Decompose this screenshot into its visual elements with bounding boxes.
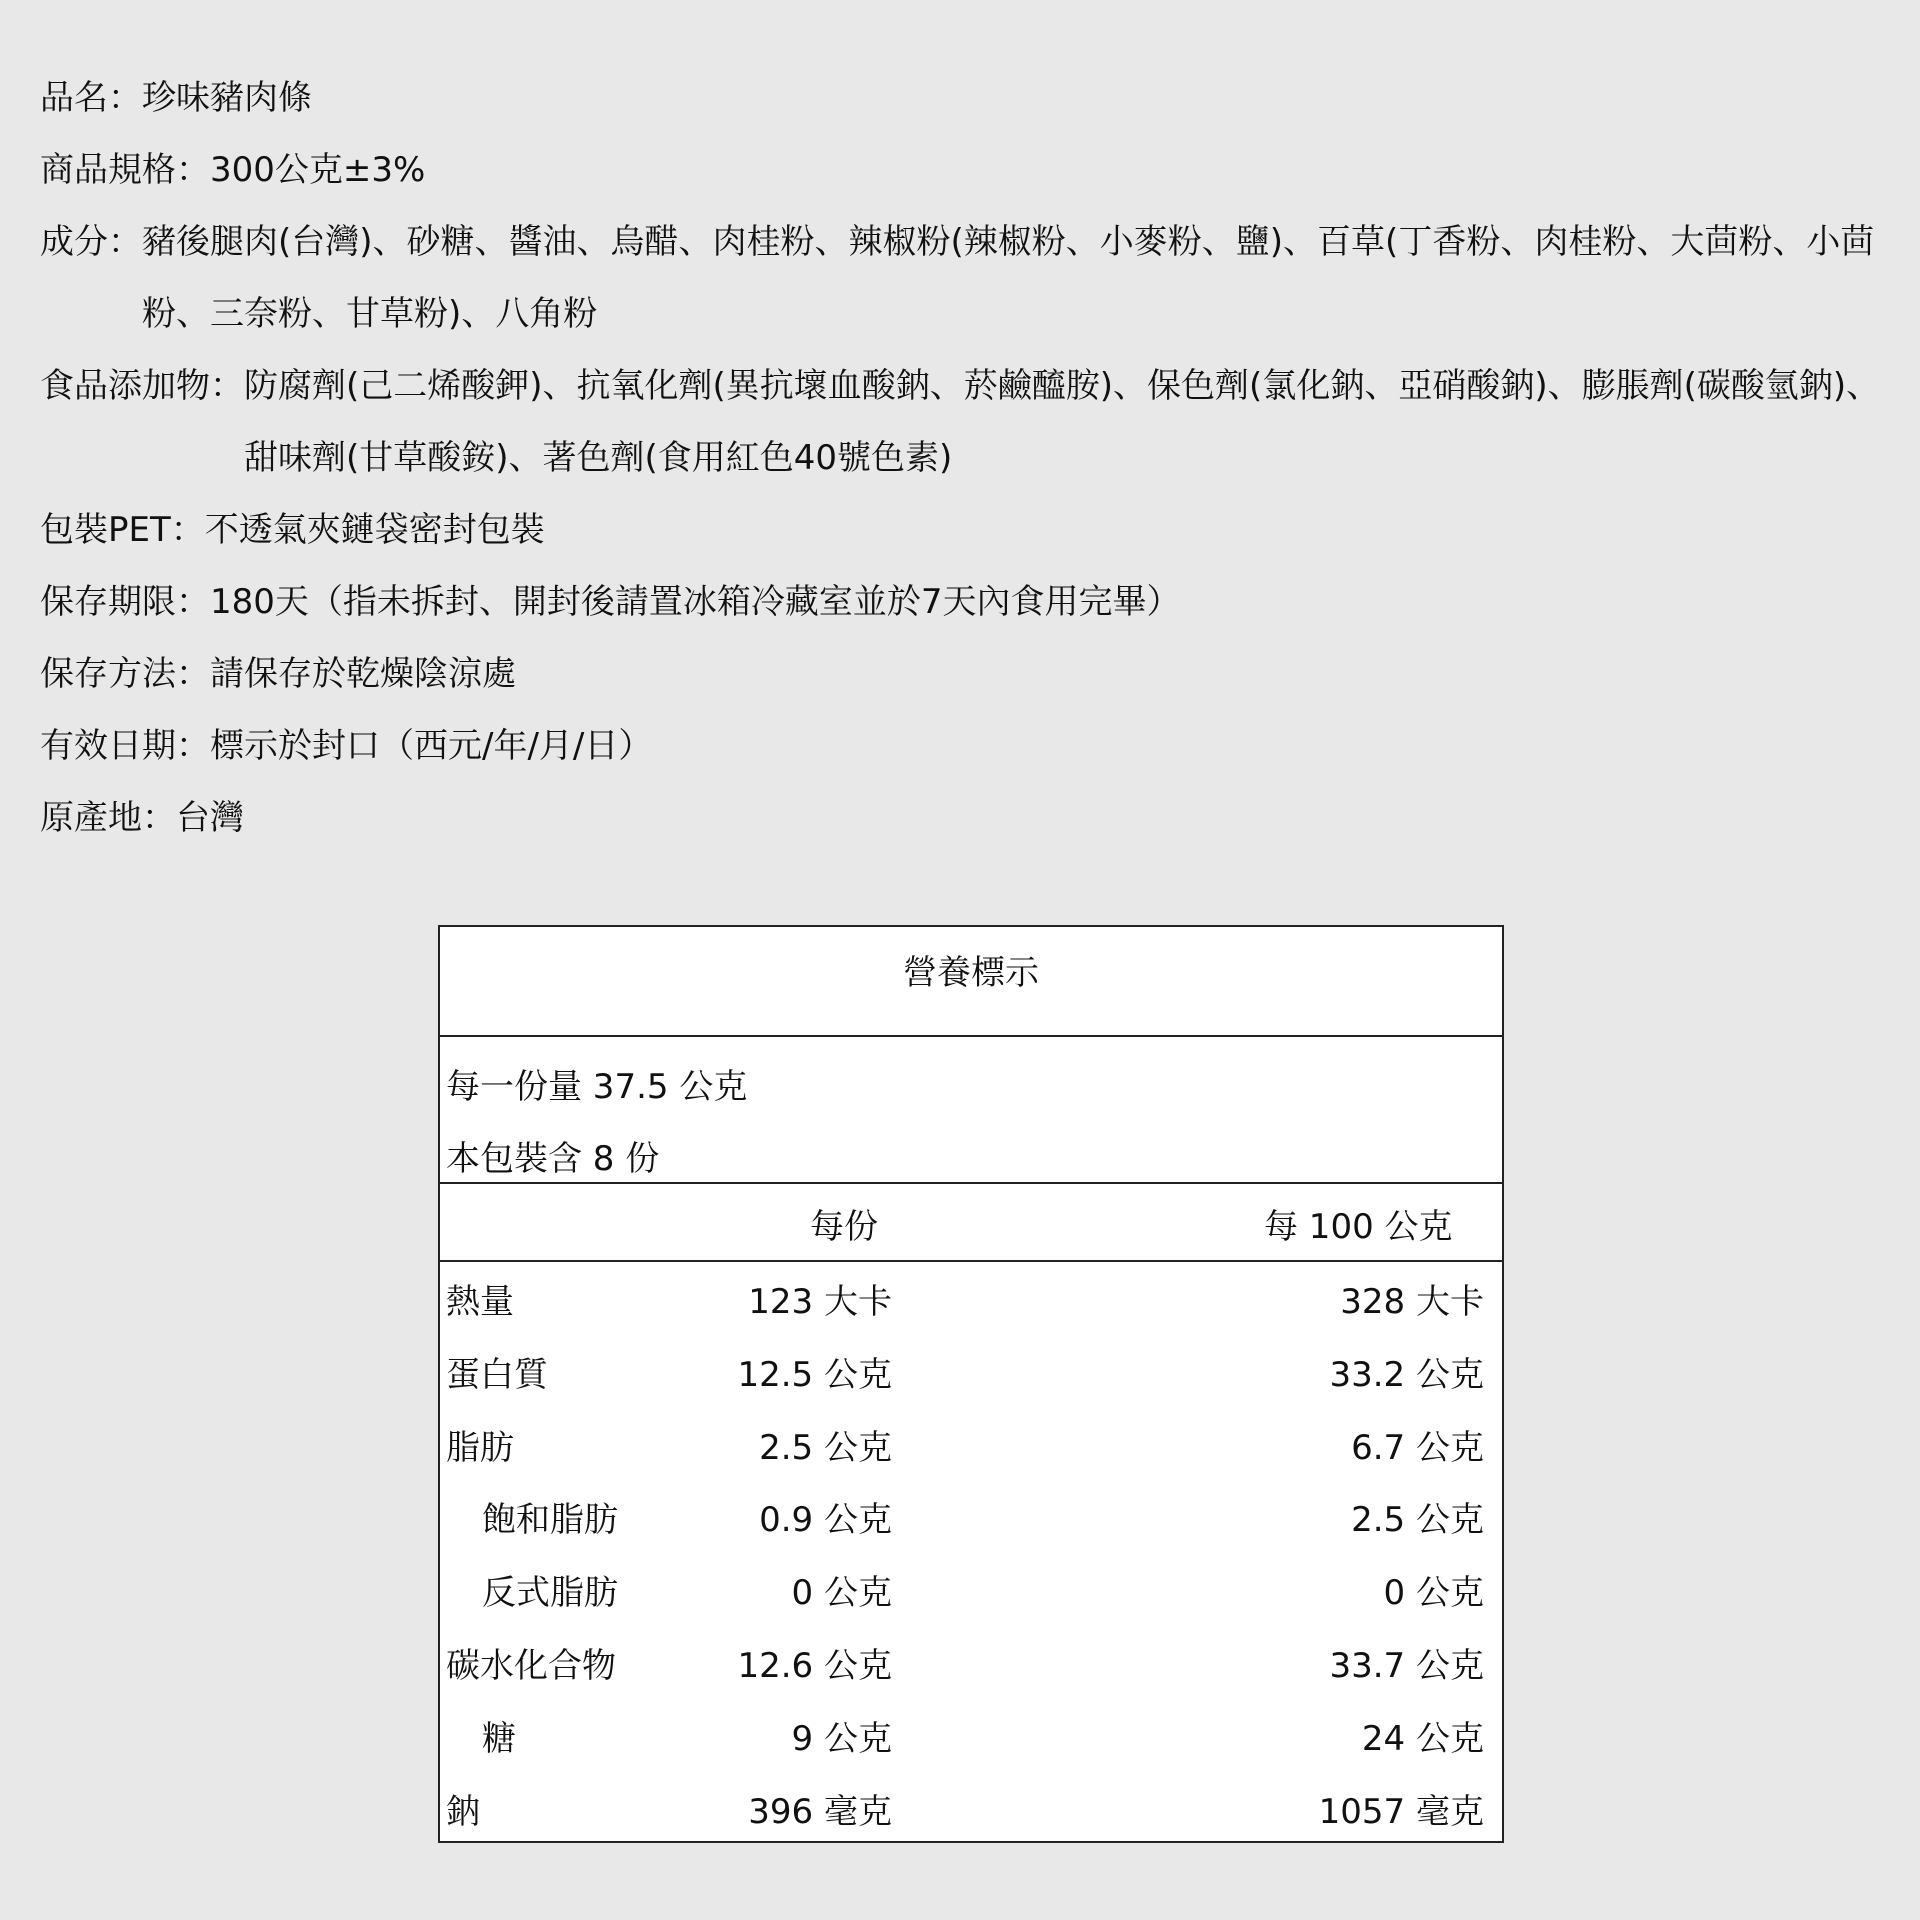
nutrient-per-100g: 33.7 公克 — [1329, 1645, 1484, 1686]
nutrient-per-100g: 1057 毫克 — [1318, 1791, 1484, 1832]
nutrient-name: 蛋白質 — [446, 1354, 548, 1395]
expiry-label: 有效日期： — [40, 726, 210, 766]
product-name-row — [40, 62, 1900, 134]
nutrient-per-100g: 33.2 公克 — [1329, 1354, 1484, 1395]
product-info — [40, 62, 1900, 854]
nutrient-per-serving: 0 公克 — [791, 1573, 892, 1614]
nutrient-per-serving: 396 毫克 — [748, 1791, 892, 1832]
nutrient-per-serving: 123 大卡 — [748, 1282, 892, 1322]
shelf-life-label: 保存期限： — [40, 582, 210, 622]
nutrient-row-carbohydrate — [440, 1630, 1502, 1703]
storage-label: 保存方法： — [40, 654, 210, 694]
nutrition-header-row — [440, 1184, 1502, 1262]
nutrient-per-100g: 328 大卡 — [1340, 1282, 1484, 1322]
expiry-value: 標示於封口（西元/年/月/日） — [210, 726, 653, 766]
product-spec-label: 商品規格： — [40, 150, 210, 190]
storage-row — [40, 638, 1900, 710]
col-header-per-serving: 每份 — [810, 1207, 878, 1247]
nutrient-per-serving: 12.6 公克 — [737, 1645, 892, 1686]
shelf-life-row — [40, 566, 1900, 638]
nutrient-name: 鈉 — [446, 1791, 480, 1832]
nutrient-name: 脂肪 — [446, 1427, 514, 1468]
additives-value: 防腐劑(己二烯酸鉀)、抗氧化劑(異抗壞血酸鈉、菸鹼醯胺)、保色劑(氯化鈉、亞硝酸鈉)、膨脹劑(碳酸氫鈉)、甜味劑(甘草酸銨)、著色劑(食用紅色40號色素) — [244, 366, 1881, 478]
product-spec-value: 300公克±3% — [210, 150, 426, 190]
storage-value: 請保存於乾燥陰涼處 — [210, 654, 516, 694]
origin-value: 台灣 — [176, 798, 244, 838]
nutrient-row-trans-fat — [440, 1557, 1502, 1630]
nutrient-per-serving: 12.5 公克 — [737, 1354, 892, 1395]
ingredients-label: 成分： — [40, 222, 142, 262]
ingredients-value: 豬後腿肉(台灣)、砂糖、醬油、烏醋、肉桂粉、辣椒粉(辣椒粉、小麥粉、鹽)、百草(丁香粉、肉桂粉、大茴粉、小茴粉、三奈粉、甘草粉)、八角粉 — [142, 222, 1875, 334]
nutrient-row-energy — [440, 1266, 1502, 1339]
nutrient-per-100g: 0 公克 — [1383, 1573, 1484, 1614]
nutrient-per-serving: 2.5 公克 — [759, 1427, 892, 1468]
nutrient-name: 熱量 — [446, 1282, 514, 1322]
nutrient-per-serving: 0.9 公克 — [759, 1500, 892, 1541]
packaging-label: 包裝PET： — [40, 510, 205, 550]
origin-label: 原產地： — [40, 798, 176, 838]
nutrient-per-100g: 24 公克 — [1361, 1718, 1484, 1759]
origin-row — [40, 782, 1900, 854]
nutrient-row-protein — [440, 1339, 1502, 1412]
servings-per-package: 本包裝含 8 份 — [446, 1139, 660, 1179]
nutrient-per-100g: 2.5 公克 — [1351, 1500, 1484, 1541]
packaging-row — [40, 494, 1900, 566]
nutrient-row-saturated-fat — [440, 1484, 1502, 1557]
product-spec-row — [40, 134, 1900, 206]
ingredients-row — [40, 206, 1900, 350]
serving-info — [440, 1037, 1502, 1184]
nutrient-name: 糖 — [482, 1718, 516, 1759]
serving-size: 每一份量 37.5 公克 — [446, 1067, 748, 1107]
nutrient-name: 飽和脂肪 — [482, 1500, 618, 1541]
nutrient-name: 反式脂肪 — [482, 1573, 618, 1614]
nutrient-name: 碳水化合物 — [446, 1645, 616, 1686]
additives-label: 食品添加物： — [40, 366, 244, 406]
nutrient-row-fat — [440, 1412, 1502, 1485]
nutrient-row-sodium — [440, 1776, 1502, 1849]
nutrient-per-serving: 9 公克 — [791, 1718, 892, 1759]
col-header-per-100g: 每 100 公克 — [1264, 1207, 1453, 1247]
product-name-label: 品名： — [40, 78, 142, 118]
nutrition-table — [438, 925, 1504, 1843]
expiry-row — [40, 710, 1900, 782]
packaging-value: 不透氣夾鏈袋密封包裝 — [204, 510, 545, 550]
shelf-life-value: 180天（指未拆封、開封後請置冰箱冷藏室並於7天內食用完畢） — [210, 582, 1181, 622]
nutrient-per-100g: 6.7 公克 — [1351, 1427, 1484, 1468]
additives-row — [40, 350, 1900, 494]
nutrition-rows — [440, 1262, 1502, 1848]
nutrition-title: 營養標示 — [440, 927, 1502, 1037]
nutrient-row-sugar — [440, 1703, 1502, 1776]
product-name-value: 珍味豬肉條 — [142, 78, 312, 118]
